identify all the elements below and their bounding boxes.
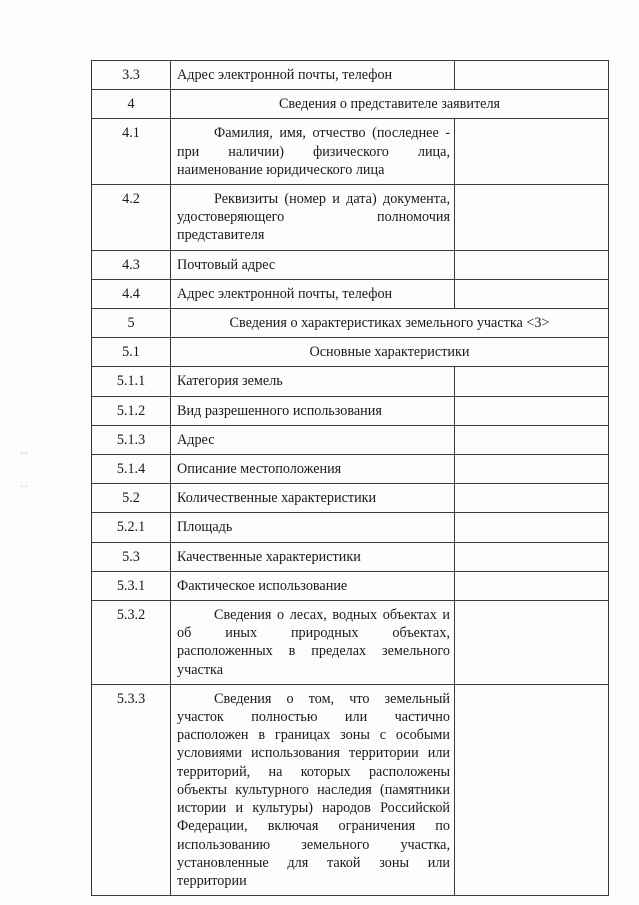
table-row	[92, 513, 609, 542]
field-value-cell[interactable]	[455, 484, 609, 513]
table-row	[92, 571, 609, 600]
row-number: 5.1.3	[92, 425, 171, 454]
field-label	[171, 119, 455, 185]
field-value-cell[interactable]	[455, 542, 609, 571]
row-number: 4.3	[92, 250, 171, 279]
margin-mark: ˙˙	[20, 485, 28, 494]
field-value-cell[interactable]	[455, 425, 609, 454]
field-value-cell[interactable]	[455, 119, 609, 185]
section-row	[92, 90, 609, 119]
form-table	[91, 60, 609, 896]
row-number: 5.1.1	[92, 367, 171, 396]
table-row	[92, 484, 609, 513]
field-value-cell[interactable]	[455, 684, 609, 895]
table-row	[92, 684, 609, 895]
field-label: Адрес	[171, 425, 455, 454]
table-row	[92, 61, 609, 90]
margin-mark: ˙˙	[20, 452, 28, 461]
table-row	[92, 119, 609, 185]
table-row	[92, 279, 609, 308]
table-row	[92, 185, 609, 251]
field-value-cell[interactable]	[455, 571, 609, 600]
row-number: 5.3	[92, 542, 171, 571]
field-label: Площадь	[171, 513, 455, 542]
field-label: Категория земель	[171, 367, 455, 396]
section-heading: Сведения о представителе заявителя	[171, 90, 609, 119]
table-row	[92, 425, 609, 454]
row-number: 4.2	[92, 185, 171, 251]
section-heading: Сведения о характеристиках земельного участка <3>	[171, 309, 609, 338]
field-label: Адрес электронной почты, телефон	[171, 61, 455, 90]
field-value-cell[interactable]	[455, 250, 609, 279]
section-row	[92, 338, 609, 367]
field-label-text: Реквизиты (номер и дата) документа, удостоверяющего полномочия представителя	[177, 191, 450, 244]
row-number: 4.4	[92, 279, 171, 308]
field-value-cell[interactable]	[455, 455, 609, 484]
field-value-cell[interactable]	[455, 279, 609, 308]
row-number: 5.2.1	[92, 513, 171, 542]
field-value-cell[interactable]	[455, 61, 609, 90]
field-label	[171, 185, 455, 251]
field-value-cell[interactable]	[455, 185, 609, 251]
table-row	[92, 455, 609, 484]
field-label-text: Фамилия, имя, отчество (последнее - при наличии) физического лица, наименование юридического лица	[177, 125, 450, 178]
field-label: Фактическое использование	[171, 571, 455, 600]
row-number: 3.3	[92, 61, 171, 90]
row-number: 5.1.4	[92, 455, 171, 484]
field-value-cell[interactable]	[455, 513, 609, 542]
field-label-text: Сведения о лесах, водных объектах и об иных природных объектах, расположенных в пределах земельного участка	[177, 607, 450, 678]
field-label: Почтовый адрес	[171, 250, 455, 279]
row-number: 5.1.2	[92, 396, 171, 425]
field-label: Адрес электронной почты, телефон	[171, 279, 455, 308]
row-number: 5.2	[92, 484, 171, 513]
table-row	[92, 367, 609, 396]
field-value-cell[interactable]	[455, 396, 609, 425]
field-label: Количественные характеристики	[171, 484, 455, 513]
field-label: Вид разрешенного использования	[171, 396, 455, 425]
row-number: 5	[92, 309, 171, 338]
section-heading: Основные характеристики	[171, 338, 609, 367]
table-row	[92, 542, 609, 571]
table-row	[92, 601, 609, 685]
row-number: 4	[92, 90, 171, 119]
row-number: 5.3.3	[92, 684, 171, 895]
row-number: 5.3.1	[92, 571, 171, 600]
field-label-text: Сведения о том, что земельный участок полностью или частично расположен в границах зоны с особыми условиями использования территории или территорий, на которых расположены объекты культурного наследия (памятники истории и культуры) народов Российской Федерации, включая ограничения по использованию земельного участка, установленные для такой зоны или территории	[177, 690, 450, 889]
form-table-body	[92, 61, 609, 896]
table-row	[92, 396, 609, 425]
table-row	[92, 250, 609, 279]
field-value-cell[interactable]	[455, 601, 609, 685]
field-label: Описание местоположения	[171, 455, 455, 484]
row-number: 4.1	[92, 119, 171, 185]
field-label: Качественные характеристики	[171, 542, 455, 571]
field-label	[171, 684, 455, 895]
field-label	[171, 601, 455, 685]
row-number: 5.3.2	[92, 601, 171, 685]
section-row	[92, 309, 609, 338]
row-number: 5.1	[92, 338, 171, 367]
field-value-cell[interactable]	[455, 367, 609, 396]
